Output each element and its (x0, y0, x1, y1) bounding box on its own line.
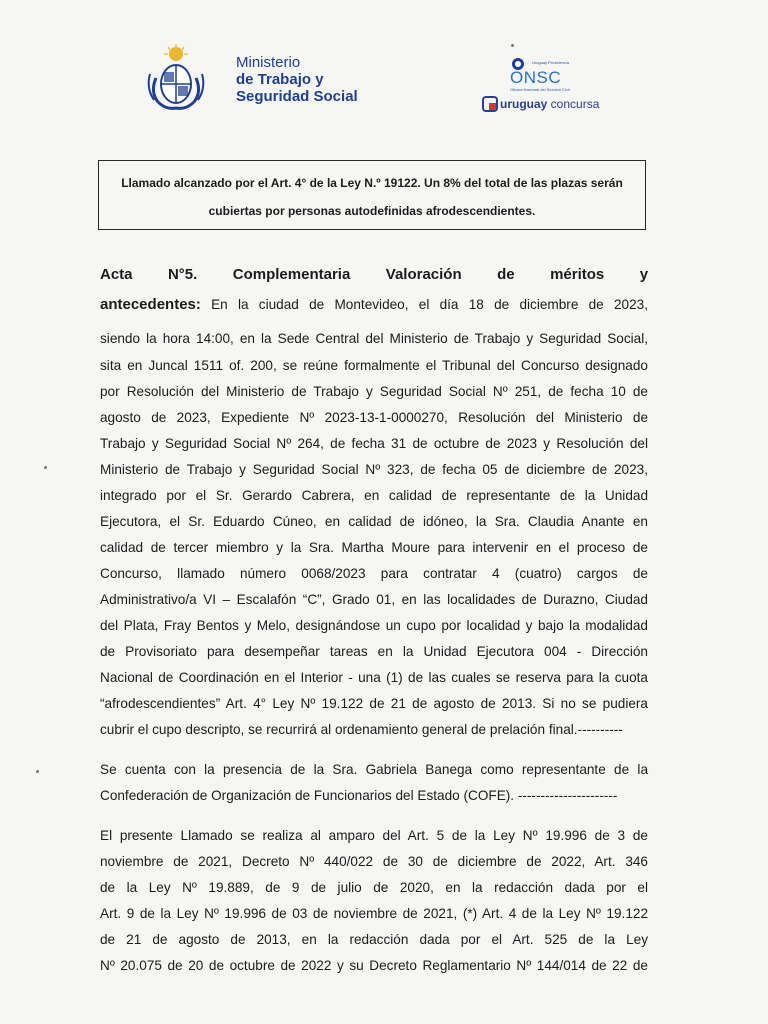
scan-speck (36, 770, 39, 773)
body-line: noviembre de 2021, Decreto Nº 440/022 de 30 de diciembre de 2022, Art. 346 (100, 854, 648, 869)
body-line: de Provisoriato para desempeñar tareas en la Unidad Ejecutora 004 - Dirección (100, 644, 648, 659)
body-line: Art. 9 de la Ley Nº 19.996 de 03 de noviembre de 2021, (*) Art. 4 de la Ley Nº 19.122 (100, 906, 648, 921)
title-word: N°5. (167, 266, 198, 283)
body-line: de la Ley Nº 19.889, de 9 de julio de 2020, en la redacción dada por el (100, 880, 648, 895)
uruguay-concursa-label (500, 97, 599, 111)
uruguay-concursa-bold: uruguay (500, 97, 548, 111)
uruguay-coat-of-arms-icon (142, 44, 210, 112)
onsc-presidency-label: Uruguay Presidencia (532, 60, 570, 65)
title-word: Acta (100, 266, 133, 283)
title-word: y (639, 266, 649, 283)
notice-line-2: cubiertas por personas autodefinidas afrodescendientes. (208, 204, 536, 218)
title-continuation: antecedentes: (100, 296, 201, 313)
body-line: Ejecutora, el Sr. Eduardo Cúneo, en calidad de idóneo, la Sra. Claudia Anante en (100, 514, 648, 529)
body-line: sita en Juncal 1511 of. 200, se reúne formalmente el Tribunal del Concurso designado (100, 358, 648, 373)
ministry-name (236, 54, 358, 105)
acta-title (100, 266, 648, 283)
body-line: por Resolución del Ministerio de Trabajo y Seguridad Social Nº 251, de fecha 10 de (100, 384, 648, 399)
body-line: “afrodescendientes” Art. 4° Ley Nº 19.122 de 21 de agosto de 2013. Si no se pudiera (100, 696, 648, 711)
notice-box (98, 160, 646, 230)
body-line: Se cuenta con la presencia de la Sra. Gabriela Banega como representante de la (100, 762, 648, 777)
onsc-name: ONSC (510, 68, 562, 87)
scan-speck (511, 44, 514, 47)
notice-line-1: Llamado alcanzado por el Art. 4° de la Ley N.º 19122. Un 8% del total de las plazas serán (121, 176, 623, 190)
ministry-line-1: Ministerio (236, 54, 301, 71)
onsc-subtitle: Oficina Nacional del Servicio Civil (510, 87, 570, 92)
body-line: Administrativo/a VI – Escalafón “C”, Grado 01, en las localidades de Durazno, Ciudad (100, 592, 648, 607)
onsc-logo (482, 56, 612, 120)
body-line: Trabajo y Seguridad Social Nº 264, de fecha 31 de octubre de 2023 y Resolución del (100, 436, 648, 451)
body-text: En la ciudad de Montevideo, el día 18 de diciembre de 2023, (200, 297, 648, 312)
body-line: siendo la hora 14:00, en la Sede Central del Ministerio de Trabajo y Seguridad Social, (100, 331, 648, 346)
body-line: de 21 de agosto de 2013, en la redacción dada por el Art. 525 de la Ley (100, 932, 648, 947)
body-line: integrado por el Sr. Gerardo Cabrera, en calidad de representante de la Unidad (100, 488, 648, 503)
title-word: de (497, 266, 515, 283)
body-line: Nº 20.075 de 20 de octubre de 2022 y su Decreto Reglamentario Nº 144/014 de 22 de (100, 958, 648, 973)
ministry-line-2: de Trabajo y (236, 71, 324, 88)
title-word: Valoración (385, 266, 462, 283)
body-line: cubrir el cupo descripto, se recurrirá al ordenamiento general de prelación final.---------- (100, 722, 623, 737)
uruguay-concursa-rest: concursa (547, 97, 600, 111)
scan-speck (44, 466, 47, 469)
body-line: del Plata, Fray Bentos y Melo, designándose un cupo por localidad y bajo la modalidad (100, 618, 648, 633)
uruguay-concursa-icon (482, 96, 498, 112)
title-word: Complementaria (232, 266, 351, 283)
body-line: calidad de tercer miembro y la Sra. Martha Moure para intervenir en el proceso de (100, 540, 648, 555)
title-word: méritos (550, 266, 605, 283)
body-line: Confederación de Organización de Funcionarios del Estado (COFE). ---------------------- (100, 788, 618, 803)
ministry-line-3: Seguridad Social (236, 88, 358, 105)
body-line: Concurso, llamado número 0068/2023 para contratar 4 (cuatro) cargos de (100, 566, 648, 581)
body-line: El presente Llamado se realiza al amparo del Art. 5 de la Ley Nº 19.996 de 3 de (100, 828, 648, 843)
body-line: Ministerio de Trabajo y Seguridad Social Nº 323, de fecha 05 de diciembre de 2023, (100, 462, 648, 477)
body-line: agosto de 2023, Expediente Nº 2023-13-1-0000270, Resolución del Ministerio de (100, 410, 648, 425)
body-line: Nacional de Coordinación en el Interior - una (1) de las cuales se reserva para la cuota (100, 670, 648, 685)
body-line (100, 296, 648, 314)
